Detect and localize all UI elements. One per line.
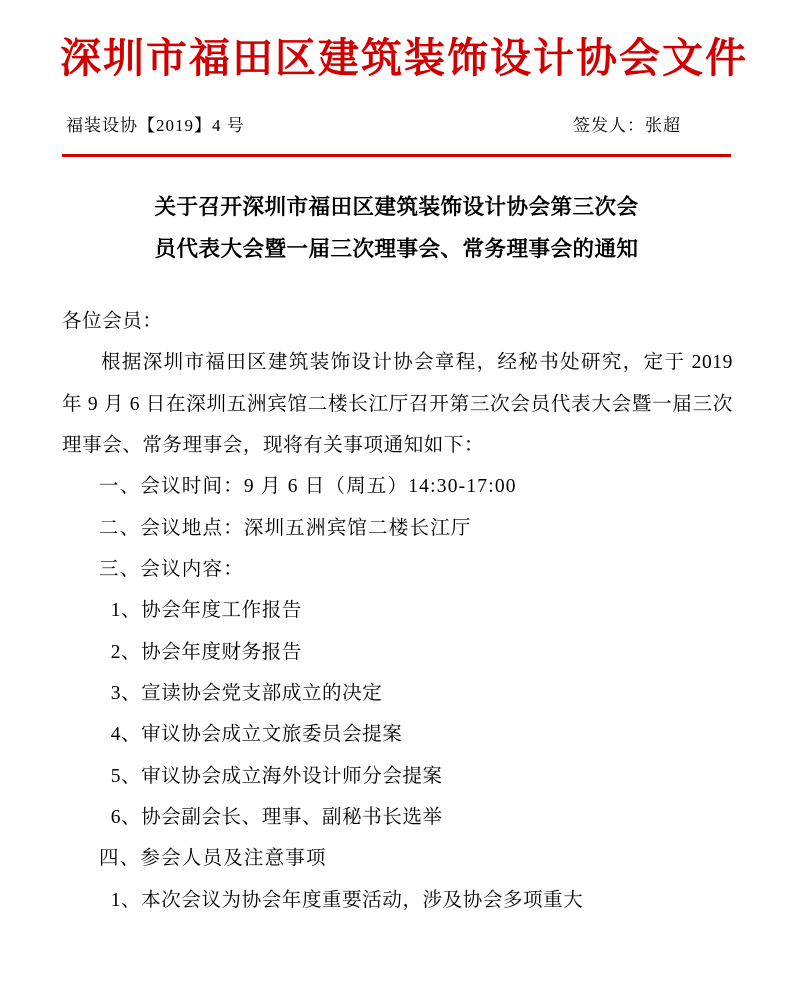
document-title xyxy=(60,187,733,271)
list-item-meeting-time: 一、会议时间：9 月 6 日（周五）14:30-17:00 xyxy=(99,476,517,498)
list-item-attendees-1: 1、本次会议为协会年度重要活动，涉及协会多项重大 xyxy=(110,889,584,911)
document-issuer: 签发人：张超 xyxy=(573,116,681,136)
document-meta-row xyxy=(60,111,733,136)
document-title-line-2: 员代表大会暨一届三次理事会、常务理事会的通知 xyxy=(154,237,639,262)
list-item-agenda-5: 5、审议协会成立海外设计师分会提案 xyxy=(110,765,443,787)
document-masthead-title: 深圳市福田区建筑装饰设计协会文件 xyxy=(60,35,748,81)
document-number: 福装设协【2019】4 号 xyxy=(66,116,245,136)
document-title-line-1: 关于召开深圳市福田区建筑装饰设计协会第三次会 xyxy=(154,195,639,220)
body-paragraph-1: 根据深圳市福田区建筑装饰设计协会章程，经秘书处研究，定于 2019 年 9 月 6 日在深圳五洲宾馆二楼长江厅召开第三次会员代表大会暨一届三次理事会、常务理事会，现将有关事项通知如下： xyxy=(62,352,733,457)
list-item-agenda-2: 2、协会年度财务报告 xyxy=(110,641,302,663)
list-item-meeting-agenda-heading: 三、会议内容： xyxy=(99,559,244,580)
list-item-meeting-place: 二、会议地点：深圳五洲宾馆二楼长江厅 xyxy=(99,517,472,539)
list-item-agenda-4: 4、审议协会成立文旅委员会提案 xyxy=(110,724,403,746)
list-item-attendees-heading: 四、参会人员及注意事项 xyxy=(99,848,327,870)
red-divider-line xyxy=(62,154,731,157)
list-item-agenda-1: 1、协会年度工作报告 xyxy=(110,600,302,622)
list-item-agenda-6: 6、协会副会长、理事、副秘书长选举 xyxy=(110,806,443,828)
salutation: 各位会员： xyxy=(62,311,163,333)
list-item-agenda-3: 3、宣读协会党支部成立的决定 xyxy=(110,682,383,704)
document-body xyxy=(60,301,733,921)
